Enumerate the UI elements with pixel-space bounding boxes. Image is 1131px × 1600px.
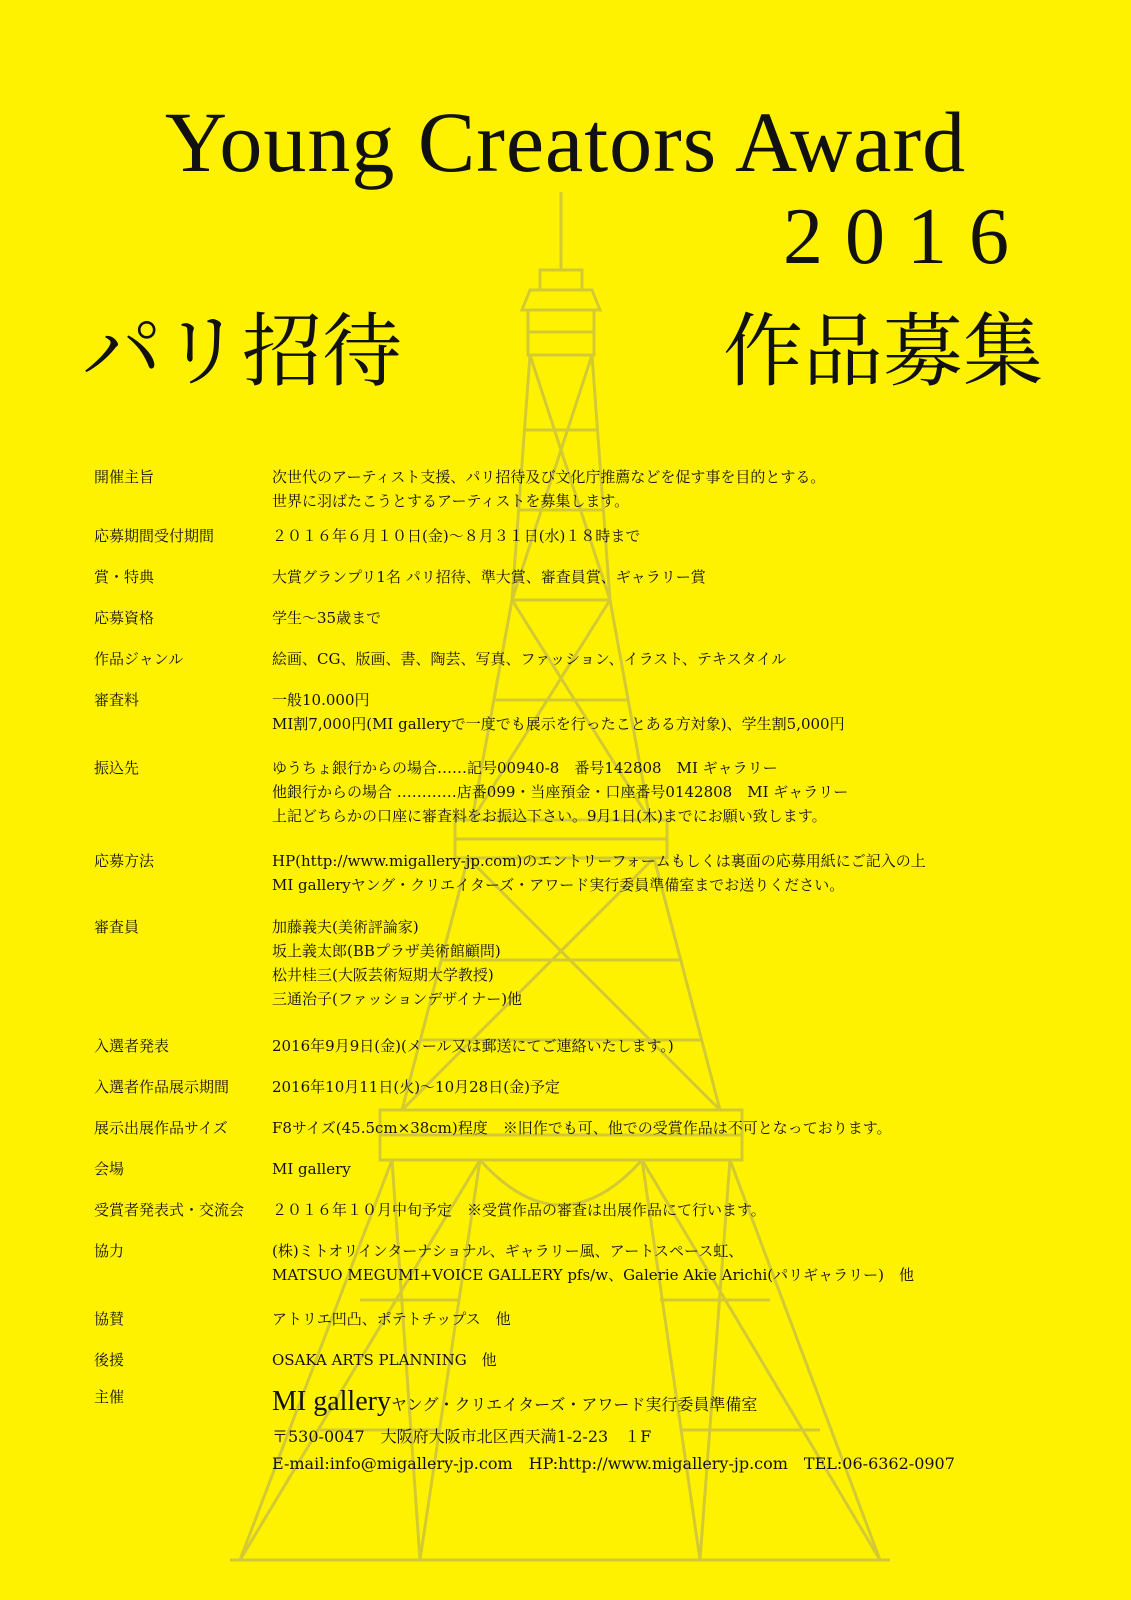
row-value (272, 1116, 1072, 1140)
row-label: 入選者作品展示期間 (94, 1078, 230, 1096)
row-value (272, 688, 1072, 736)
row-value (272, 647, 1072, 671)
organizer-sub: ヤング・クリエイターズ・アワード実行委員準備室 (390, 1395, 758, 1414)
row-line: 絵画、CG、版画、書、陶芸、写真、ファッション、イラスト、テキスタイル (272, 650, 787, 668)
row-label: 応募方法 (94, 852, 155, 870)
row-label: 振込先 (94, 759, 140, 777)
row-line: 加藤義夫(美術評論家) (272, 918, 419, 936)
row-value (272, 849, 1072, 897)
row-line: 大賞グランプリ1名 パリ招待、準大賞、審査員賞、ギャラリー賞 (272, 568, 706, 586)
organizer-contact: E-mail:info@migallery-jp.com HP:http://www.migallery-jp.com TEL:06-6362-0907 (272, 1454, 955, 1473)
row-line: ゆうちょ銀行からの場合……記号00940-8 番号142808 MI ギャラリー (272, 759, 778, 777)
organizer-address: 〒530-0047 大阪府大阪市北区西天満1-2-23 １F (272, 1427, 652, 1446)
row-line: MATSUO MEGUMI+VOICE GALLERY pfs/w、Galerie Akie Arichi(パリギャラリー) 他 (272, 1266, 915, 1284)
row-value (272, 1198, 1072, 1222)
title-paris-invitation: パリ招待 (82, 305, 402, 398)
row-value (272, 1034, 1072, 1058)
row-label: 作品ジャンル (94, 650, 184, 668)
title-year: 2016 (783, 193, 1031, 281)
row-line: 2016年9月9日(金)(メール又は郵送にてご連絡いたします。) (272, 1037, 674, 1055)
row-line: 学生～35歳まで (272, 609, 382, 627)
row-label: 会場 (94, 1160, 125, 1178)
row-label: 協力 (94, 1242, 125, 1260)
row-value (272, 1157, 1072, 1181)
row-line: MI gallery (272, 1160, 351, 1178)
row-label: 審査料 (94, 691, 140, 709)
row-label: 入選者発表 (94, 1037, 170, 1055)
row-line: 上記どちらかの口座に審査料をお振込下さい。9月1日(木)までにお願い致します。 (272, 807, 827, 825)
organizer-block (272, 1385, 1072, 1477)
row-line: F8サイズ(45.5cm×38cm)程度 ※旧作でも可、他での受賞作品は不可となっております。 (272, 1119, 892, 1137)
row-value (272, 756, 1072, 828)
row-label: 開催主旨 (94, 468, 155, 486)
row-label: 審査員 (94, 918, 140, 936)
row-value (272, 1307, 1072, 1331)
row-label: 展示出展作品サイズ (94, 1119, 228, 1137)
row-line: OSAKA ARTS PLANNING 他 (272, 1351, 497, 1369)
row-line: MI galleryヤング・クリエイターズ・アワード実行委員準備室までお送りください。 (272, 876, 845, 894)
row-label: 協賛 (94, 1310, 125, 1328)
row-line: ２０１６年６月１０日(金)～８月３１日(水)１８時まで (272, 527, 641, 545)
row-line: HP(http://www.migallery-jp.com)のエントリーフォームもしくは裏面の応募用紙にご記入の上 (272, 852, 926, 870)
row-label: 賞・特典 (94, 568, 155, 586)
row-line: 次世代のアーティスト支援、パリ招待及び文化庁推薦などを促す事を目的とする。 (272, 468, 826, 486)
row-line: (株)ミトオリインターナショナル、ギャラリー風、アートスペース虹、 (272, 1242, 744, 1260)
row-label: 主催 (94, 1388, 125, 1406)
row-value (272, 606, 1072, 630)
row-label: 応募資格 (94, 609, 155, 627)
organizer-name: MI gallery (272, 1386, 391, 1417)
row-line: アトリエ凹凸、ポテトチップス 他 (272, 1310, 511, 1328)
row-value (272, 524, 1072, 548)
row-label: 後援 (94, 1351, 125, 1369)
title-english: Young Creators Award (164, 94, 967, 190)
row-line: 一般10.000円 (272, 691, 370, 709)
row-line: 世界に羽ばたこうとするアーティストを募集します。 (272, 492, 630, 510)
row-value (272, 1239, 1072, 1287)
row-value (272, 465, 1072, 513)
row-line: 2016年10月11日(火)～10月28日(金)予定 (272, 1078, 560, 1096)
row-line: 坂上義太郎(BBプラザ美術館顧問) (272, 942, 501, 960)
title-call-for-works: 作品募集 (723, 305, 1043, 398)
row-value (272, 1075, 1072, 1099)
row-value (272, 565, 1072, 589)
row-line: 三通治子(ファッションデザイナー)他 (272, 990, 523, 1008)
row-line: 他銀行からの場合 …………店番099・当座預金・口座番号0142808 MI ギャラリー (272, 783, 849, 801)
row-value (272, 915, 1072, 1011)
row-label: 受賞者発表式・交流会 (94, 1201, 245, 1219)
row-line: ２０１６年１０月中旬予定 ※受賞作品の審査は出展作品にて行います。 (272, 1201, 766, 1219)
row-line: 松井桂三(大阪芸術短期大学教授) (272, 966, 494, 984)
row-line: MI割7,000円(MI galleryで一度でも展示を行ったことある方対象)、学生割5,000円 (272, 715, 845, 733)
row-label: 応募期間受付期間 (94, 527, 215, 545)
row-value (272, 1348, 1072, 1372)
